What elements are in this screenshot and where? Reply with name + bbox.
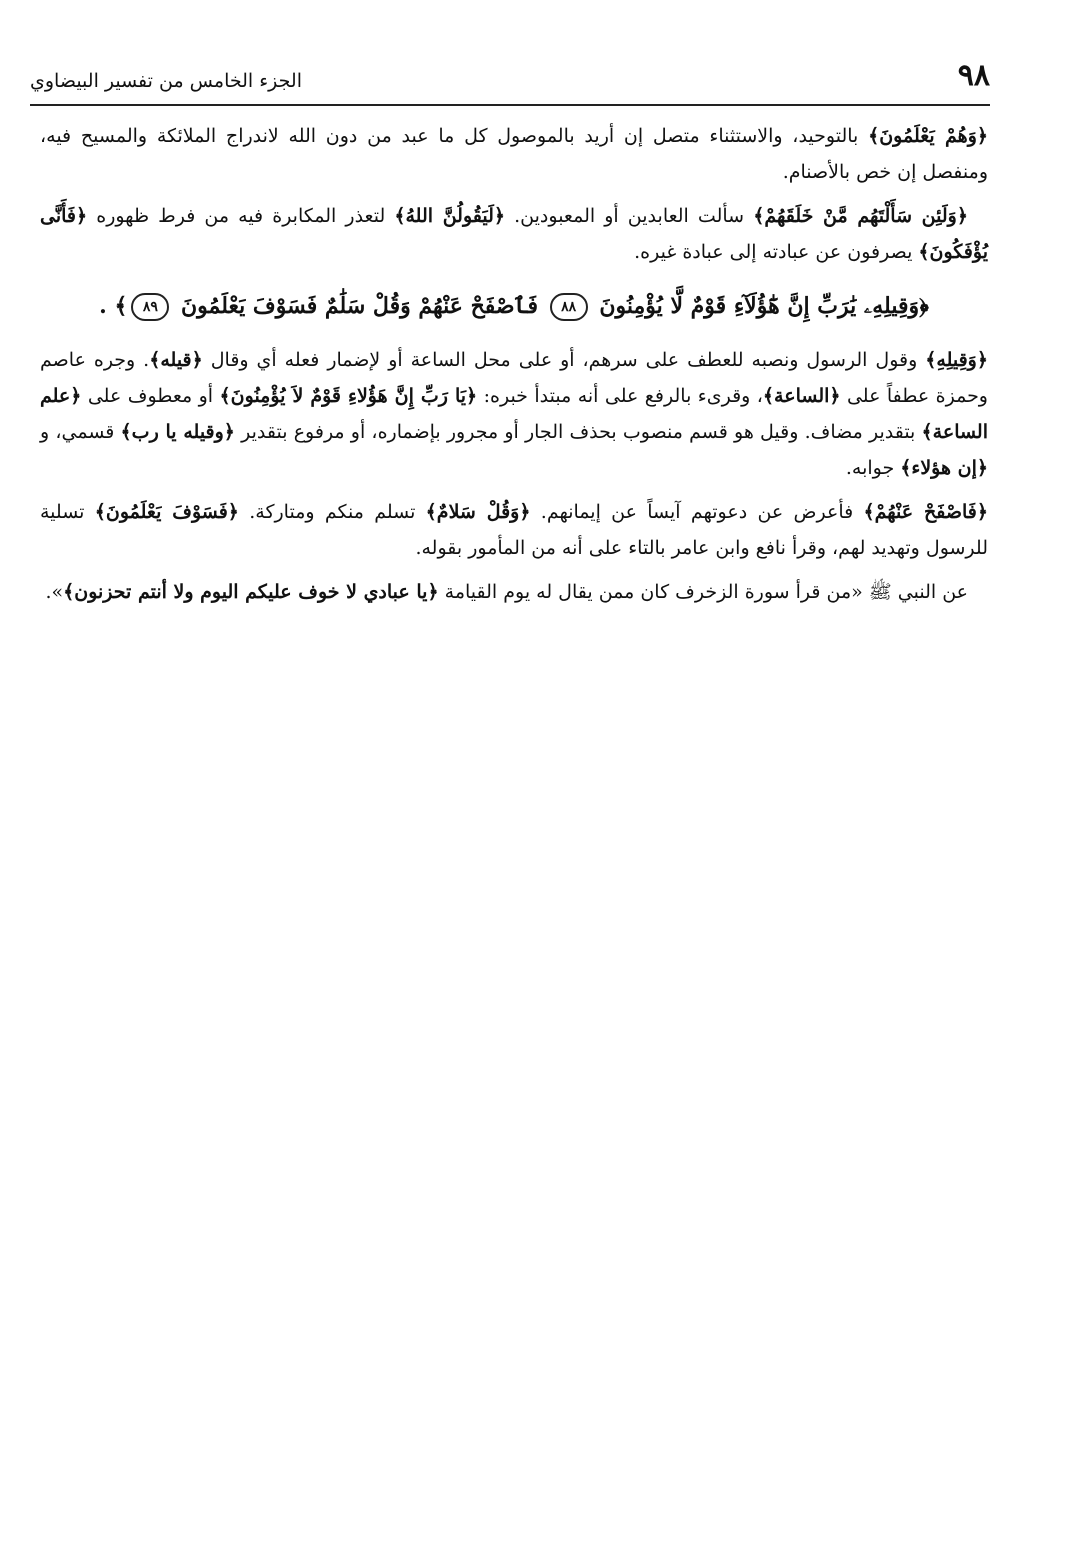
commentary-text: جوابه. — [845, 457, 901, 479]
commentary-text: أو معطوف على — [81, 385, 220, 407]
quran-quote: ﴿وَهُمْ يَعْلَمُونَ﴾ — [868, 125, 989, 147]
quran-quote: ﴿وَلَئِن سَأَلْتَهُم مَّنْ خَلَقَهُمْ﴾ — [753, 205, 968, 227]
page-number: ٩٨ — [957, 58, 990, 93]
verse-text: فَٱصْفَحْ عَنْهُمْ وَقُلْ سَلَٰمٌ فَسَوْفَ يَعْلَمُونَ — [181, 293, 539, 319]
commentary-text: سألت العابدين أو المعبودين. — [505, 205, 754, 227]
ayah-number-marker: ٨٨ — [550, 293, 588, 321]
commentary-text: وقول الرسول ونصبه للعطف على سرهم، أو على محل الساعة أو لإضمار فعله أي وقال — [202, 349, 926, 371]
commentary-text: يصرفون عن عبادته إلى عبادة غيره. — [634, 241, 919, 263]
commentary-text: . وجره عاصم وحمزة عطفاً على — [40, 349, 988, 407]
commentary-text: تسلية للرسول وتهديد لهم، وقرأ نافع وابن عامر بالتاء على أنه من المأمور بقوله. — [40, 501, 988, 559]
quran-quote: ﴿إن هؤلاء﴾ — [900, 457, 988, 479]
verse-text: ﴿وَقِيلِهِۦ يَٰرَبِّ إِنَّ هَٰٓؤُلَآءِ قَوْمٌ لَّا يُؤْمِنُونَ — [599, 293, 929, 319]
commentary-text: تسلم منكم ومتاركة. — [238, 501, 426, 523]
quran-quote: ﴿فَأَنَّى يُؤْفَكُونَ﴾ — [40, 205, 988, 263]
verse-end: ﴾ . — [99, 293, 128, 319]
commentary-text: فأعرض عن دعوتهم آيساً عن إيمانهم. — [530, 501, 864, 523]
commentary-text: لتعذر المكابرة فيه من فرط ظهوره — [87, 205, 395, 227]
commentary-text: عن النبي ﷺ «من قرأ سورة الزخرف كان ممن يقال له يوم القيامة — [438, 581, 968, 603]
quran-quote: ﴿وَقُلْ سَلامٌ﴾ — [425, 501, 531, 523]
quran-quote: ﴿فَسَوْفَ يَعْلَمُونَ﴾ — [94, 501, 239, 523]
commentary-text: بتقدير مضاف. وقيل هو قسم منصوب بحذف الجار أو مجرور بإضماره، أو مرفوع بتقدير — [234, 421, 922, 443]
quran-quote: ﴿لَيَقُولُنَّ اللهُ﴾ — [394, 205, 506, 227]
quran-quote: ﴿الساعة﴾ — [762, 385, 841, 407]
quran-quote: ﴿قيله﴾ — [149, 349, 203, 371]
ayah-number-marker: ٨٩ — [131, 293, 169, 321]
quran-quote: ﴿علم الساعة﴾ — [40, 385, 988, 443]
commentary-text: بالتوحيد، والاستثناء متصل إن أريد بالموصول كل ما عبد من دون الله لاندراج الملائكة والمسيح فيه، ومنفصل إن خص بالأصنام. — [40, 125, 988, 183]
paragraph-3 — [40, 342, 988, 486]
paragraph-2 — [40, 198, 988, 270]
running-title: الجزء الخامس من تفسير البيضاوي — [30, 70, 302, 92]
quran-quote: ﴿فَاصْفَحْ عَنْهُمْ﴾ — [863, 501, 988, 523]
commentary-text: قسمي، و — [40, 421, 121, 443]
commentary-text: ، وقرىء بالرفع على أنه مبتدأ خبره: — [477, 385, 763, 407]
paragraph-5 — [40, 574, 988, 610]
paragraph-1 — [40, 118, 988, 190]
quran-quote: ﴿وقيله يا رب﴾ — [120, 421, 235, 443]
commentary-text: ». — [45, 581, 64, 603]
paragraph-4 — [40, 494, 988, 566]
header-rule — [30, 104, 990, 106]
quran-verse-block — [40, 286, 988, 326]
commentary-body — [40, 118, 988, 618]
quran-quote: ﴿يا عبادي لا خوف عليكم اليوم ولا أنتم تحزنون﴾ — [63, 581, 439, 603]
page-header — [30, 58, 990, 100]
quran-quote: ﴿وَقِيلِهِ﴾ — [925, 349, 988, 371]
quran-quote: ﴿يَا رَبِّ إِنَّ هَؤُلاءِ قَوْمٌ لاَ يُؤْمِنُونَ﴾ — [219, 385, 478, 407]
